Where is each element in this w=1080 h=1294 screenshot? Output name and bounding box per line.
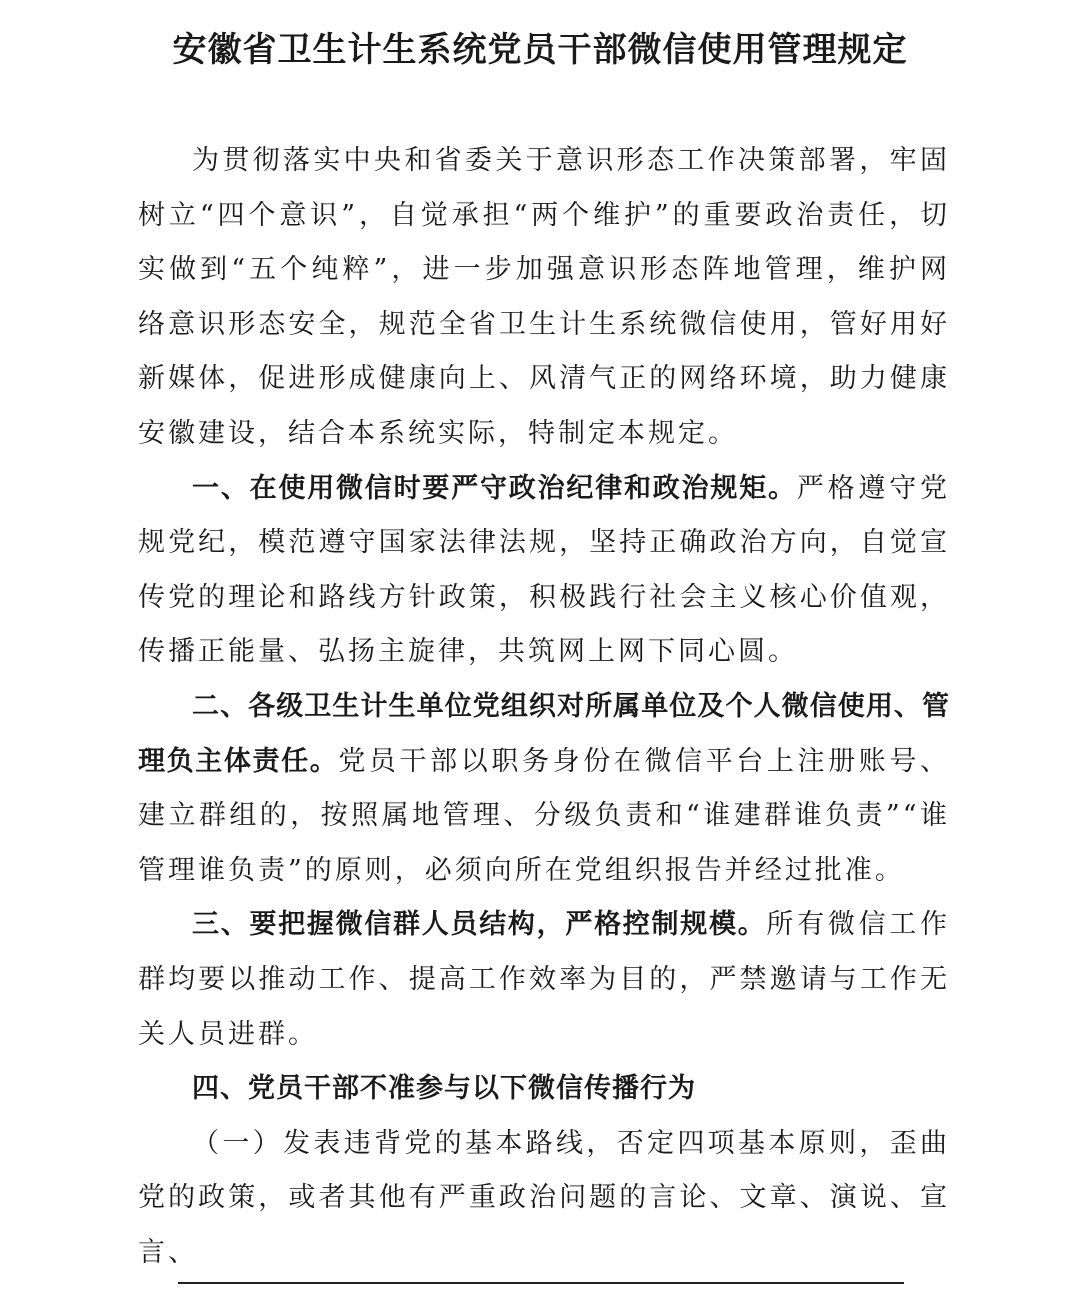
section-2-heading: 二、各级卫生计生单位党组织对所属单位及个人微信使用、管理负主体责任。 xyxy=(138,690,950,777)
section-2-text: 党员干部以职务身份在微信平台上注册账号、建立群组的，按照属地管理、分级负责和“谁建群谁负责”“谁管理谁负责”的原则，必须向所在党组织报告并经过批准。 xyxy=(138,745,951,886)
section-3-paragraph xyxy=(138,898,950,1062)
intro-paragraph: 为贯彻落实中央和省委关于意识形态工作决策部署，牢固树立“四个意识”，自觉承担“两个维护”的重要政治责任，切实做到“五个纯粹”，进一步加强意识形态阵地管理，维护网络意识形态安全，规范全省卫生计生系统微信使用，管好用好新媒体，促进形成健康向上、风清气正的网络环境，助力健康安徽建设，结合本系统实际，特制定本规定。 xyxy=(138,145,950,449)
section-2-paragraph xyxy=(138,680,950,898)
section-4-item-1: （一）发表违背党的基本路线，否定四项基本原则，歪曲党的政策，或者其他有严重政治问题的言论、文章、演说、宣言、 xyxy=(138,1127,950,1268)
section-1-heading: 一、在使用微信时要严守政治纪律和政治规矩。 xyxy=(192,472,797,504)
section-3-text: 所有微信工作群均要以推动工作、提高工作效率为目的，严禁邀请与工作无关人员进群。 xyxy=(138,909,951,1050)
section-1-text: 严格遵守党规党纪，模范遵守国家法律法规，坚持正确政治方向，自觉宣传党的理论和路线方针政策，积极践行社会主义核心价值观，传播正能量、弘扬主旋律，共筑网上网下同心圆。 xyxy=(138,472,951,668)
section-3-heading: 三、要把握微信群人员结构，严格控制规模。 xyxy=(192,909,767,941)
section-1-paragraph xyxy=(138,462,950,680)
document-body xyxy=(138,134,950,1280)
document-title: 安徽省卫生计生系统党员干部微信使用管理规定 xyxy=(172,30,908,70)
section-4-heading: 四、党员干部不准参与以下微信传播行为 xyxy=(192,1073,696,1105)
footer-rule xyxy=(178,1282,904,1284)
